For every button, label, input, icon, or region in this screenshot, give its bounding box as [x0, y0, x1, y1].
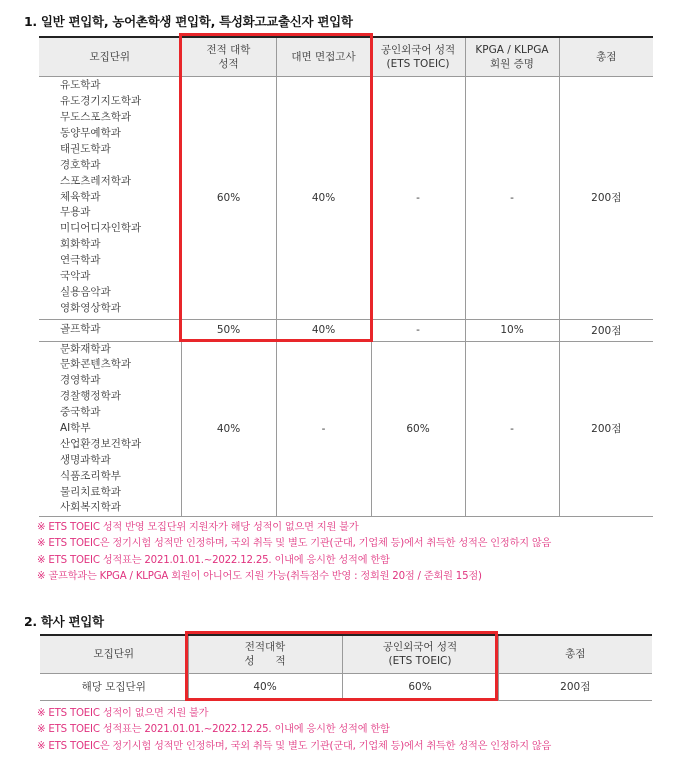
department-name: 회화학과: [60, 238, 101, 251]
department-name: 무도스포츠학과: [60, 111, 132, 124]
department-name: 미디어디자인학과: [60, 222, 142, 235]
grade-cell: 60%: [181, 76, 276, 319]
toeic-cell: 60%: [371, 341, 465, 517]
department-name: 영화영상학과: [60, 301, 121, 314]
department-name: 동양무예학과: [60, 126, 121, 139]
department-name: 경영학과: [60, 374, 101, 387]
department-name: 무용과: [60, 206, 91, 219]
department-name: 경찰행정학과: [60, 390, 121, 403]
department-name: 유도학과: [60, 79, 101, 92]
department-name: 경호학과: [60, 158, 101, 171]
header-grade: 전적대학 성 적: [188, 635, 342, 673]
toeic-cell: -: [371, 76, 465, 319]
department-name: 실용음악과: [60, 285, 111, 298]
department-name: 문화재학과: [60, 342, 111, 355]
note-item: ※ ETS TOEIC은 정기시험 성적만 인정하며, 국외 취득 및 별도 기관(군대, 기업체 등)에서 취득한 성적은 인정하지 않음: [37, 740, 552, 752]
note-item: ※ ETS TOEIC은 정기시험 성적만 인정하며, 국외 취득 및 별도 기관(군대, 기업체 등)에서 취득한 성적은 인정하지 않음: [37, 538, 552, 550]
grade-cell: 40%: [181, 341, 276, 517]
department-name: 식품조리학부: [60, 469, 121, 482]
department-name: 연극학과: [60, 254, 101, 267]
toeic-cell: 60%: [342, 673, 498, 700]
grade-cell: 50%: [181, 319, 276, 341]
header-unit: 모집단위: [39, 37, 181, 76]
note-item: ※ ETS TOEIC 성적 반영 모집단위 지원자가 해당 성적이 없으면 지원 불가: [37, 522, 359, 533]
header-grade: 전적 대학 성적: [181, 37, 276, 76]
department-list: [39, 76, 181, 319]
department-list: [39, 319, 181, 341]
header-toeic: 공인외국어 성적 (ETS TOEIC): [342, 635, 498, 673]
total-cell: 200점: [559, 341, 653, 517]
department-name: 산업환경보건학과: [60, 437, 142, 450]
department-name: AI학부: [60, 421, 91, 434]
grade-cell: 40%: [188, 673, 342, 700]
kpga-cell: 10%: [465, 319, 559, 341]
table-row: [39, 341, 653, 517]
section2-title: 2. 학사 편입학: [24, 614, 104, 629]
unit-cell: 해당 모집단위: [40, 673, 188, 700]
department-name: 체육학과: [60, 190, 101, 203]
section1-title: 1. 일반 편입학, 농어촌학생 편입학, 특성화고교출신자 편입학: [24, 14, 353, 29]
interview-cell: 40%: [276, 319, 371, 341]
department-name: 사회복지학과: [60, 501, 121, 514]
note-item: ※ ETS TOEIC 성적표는 2021.01.01.~2022.12.25. 이내에 응시한 성적에 한함: [37, 724, 390, 736]
department-list: [39, 341, 181, 517]
interview-cell: 40%: [276, 76, 371, 319]
note-item: ※ ETS TOEIC 성적이 없으면 지원 불가: [37, 708, 209, 719]
table-row: [40, 673, 652, 700]
section1-notes: [37, 520, 551, 585]
total-cell: 200점: [559, 76, 653, 319]
kpga-cell: -: [465, 76, 559, 319]
section1-table: [39, 36, 653, 517]
section2-notes: [37, 706, 551, 755]
department-name: 스포츠레저학과: [60, 174, 132, 187]
department-name: 물리치료학과: [60, 485, 121, 498]
department-name: 골프학과: [60, 323, 101, 336]
header-toeic: 공인외국어 성적 (ETS TOEIC): [371, 37, 465, 76]
toeic-cell: -: [371, 319, 465, 341]
header-interview: 대면 면접고사: [276, 37, 371, 76]
header-kpga: KPGA / KLPGA 회원 증명: [465, 37, 559, 76]
note-item: ※ ETS TOEIC 성적표는 2021.01.01.~2022.12.25. 이내에 응시한 성적에 한함: [37, 554, 390, 566]
note-item: ※ 골프학과는 KPGA / KLPGA 회원이 아니어도 지원 가능(취득점수 반영 : 정회원 20점 / 준회원 15점): [37, 570, 482, 582]
header-total: 총점: [559, 37, 653, 76]
department-name: 태권도학과: [60, 142, 111, 155]
interview-cell: -: [276, 341, 371, 517]
department-name: 생명과학과: [60, 453, 111, 466]
department-name: 국악과: [60, 270, 91, 282]
total-cell: 200점: [559, 319, 653, 341]
total-cell: 200점: [498, 673, 652, 700]
table-row: [39, 76, 653, 319]
department-name: 중국학과: [60, 406, 101, 419]
header-total: 총점: [498, 635, 652, 673]
table-row: [39, 319, 653, 341]
department-name: 문화콘텐츠학과: [60, 358, 132, 371]
kpga-cell: -: [465, 341, 559, 517]
department-name: 유도경기지도학과: [60, 95, 142, 108]
section2-table: [40, 634, 652, 701]
header-unit: 모집단위: [40, 635, 188, 673]
